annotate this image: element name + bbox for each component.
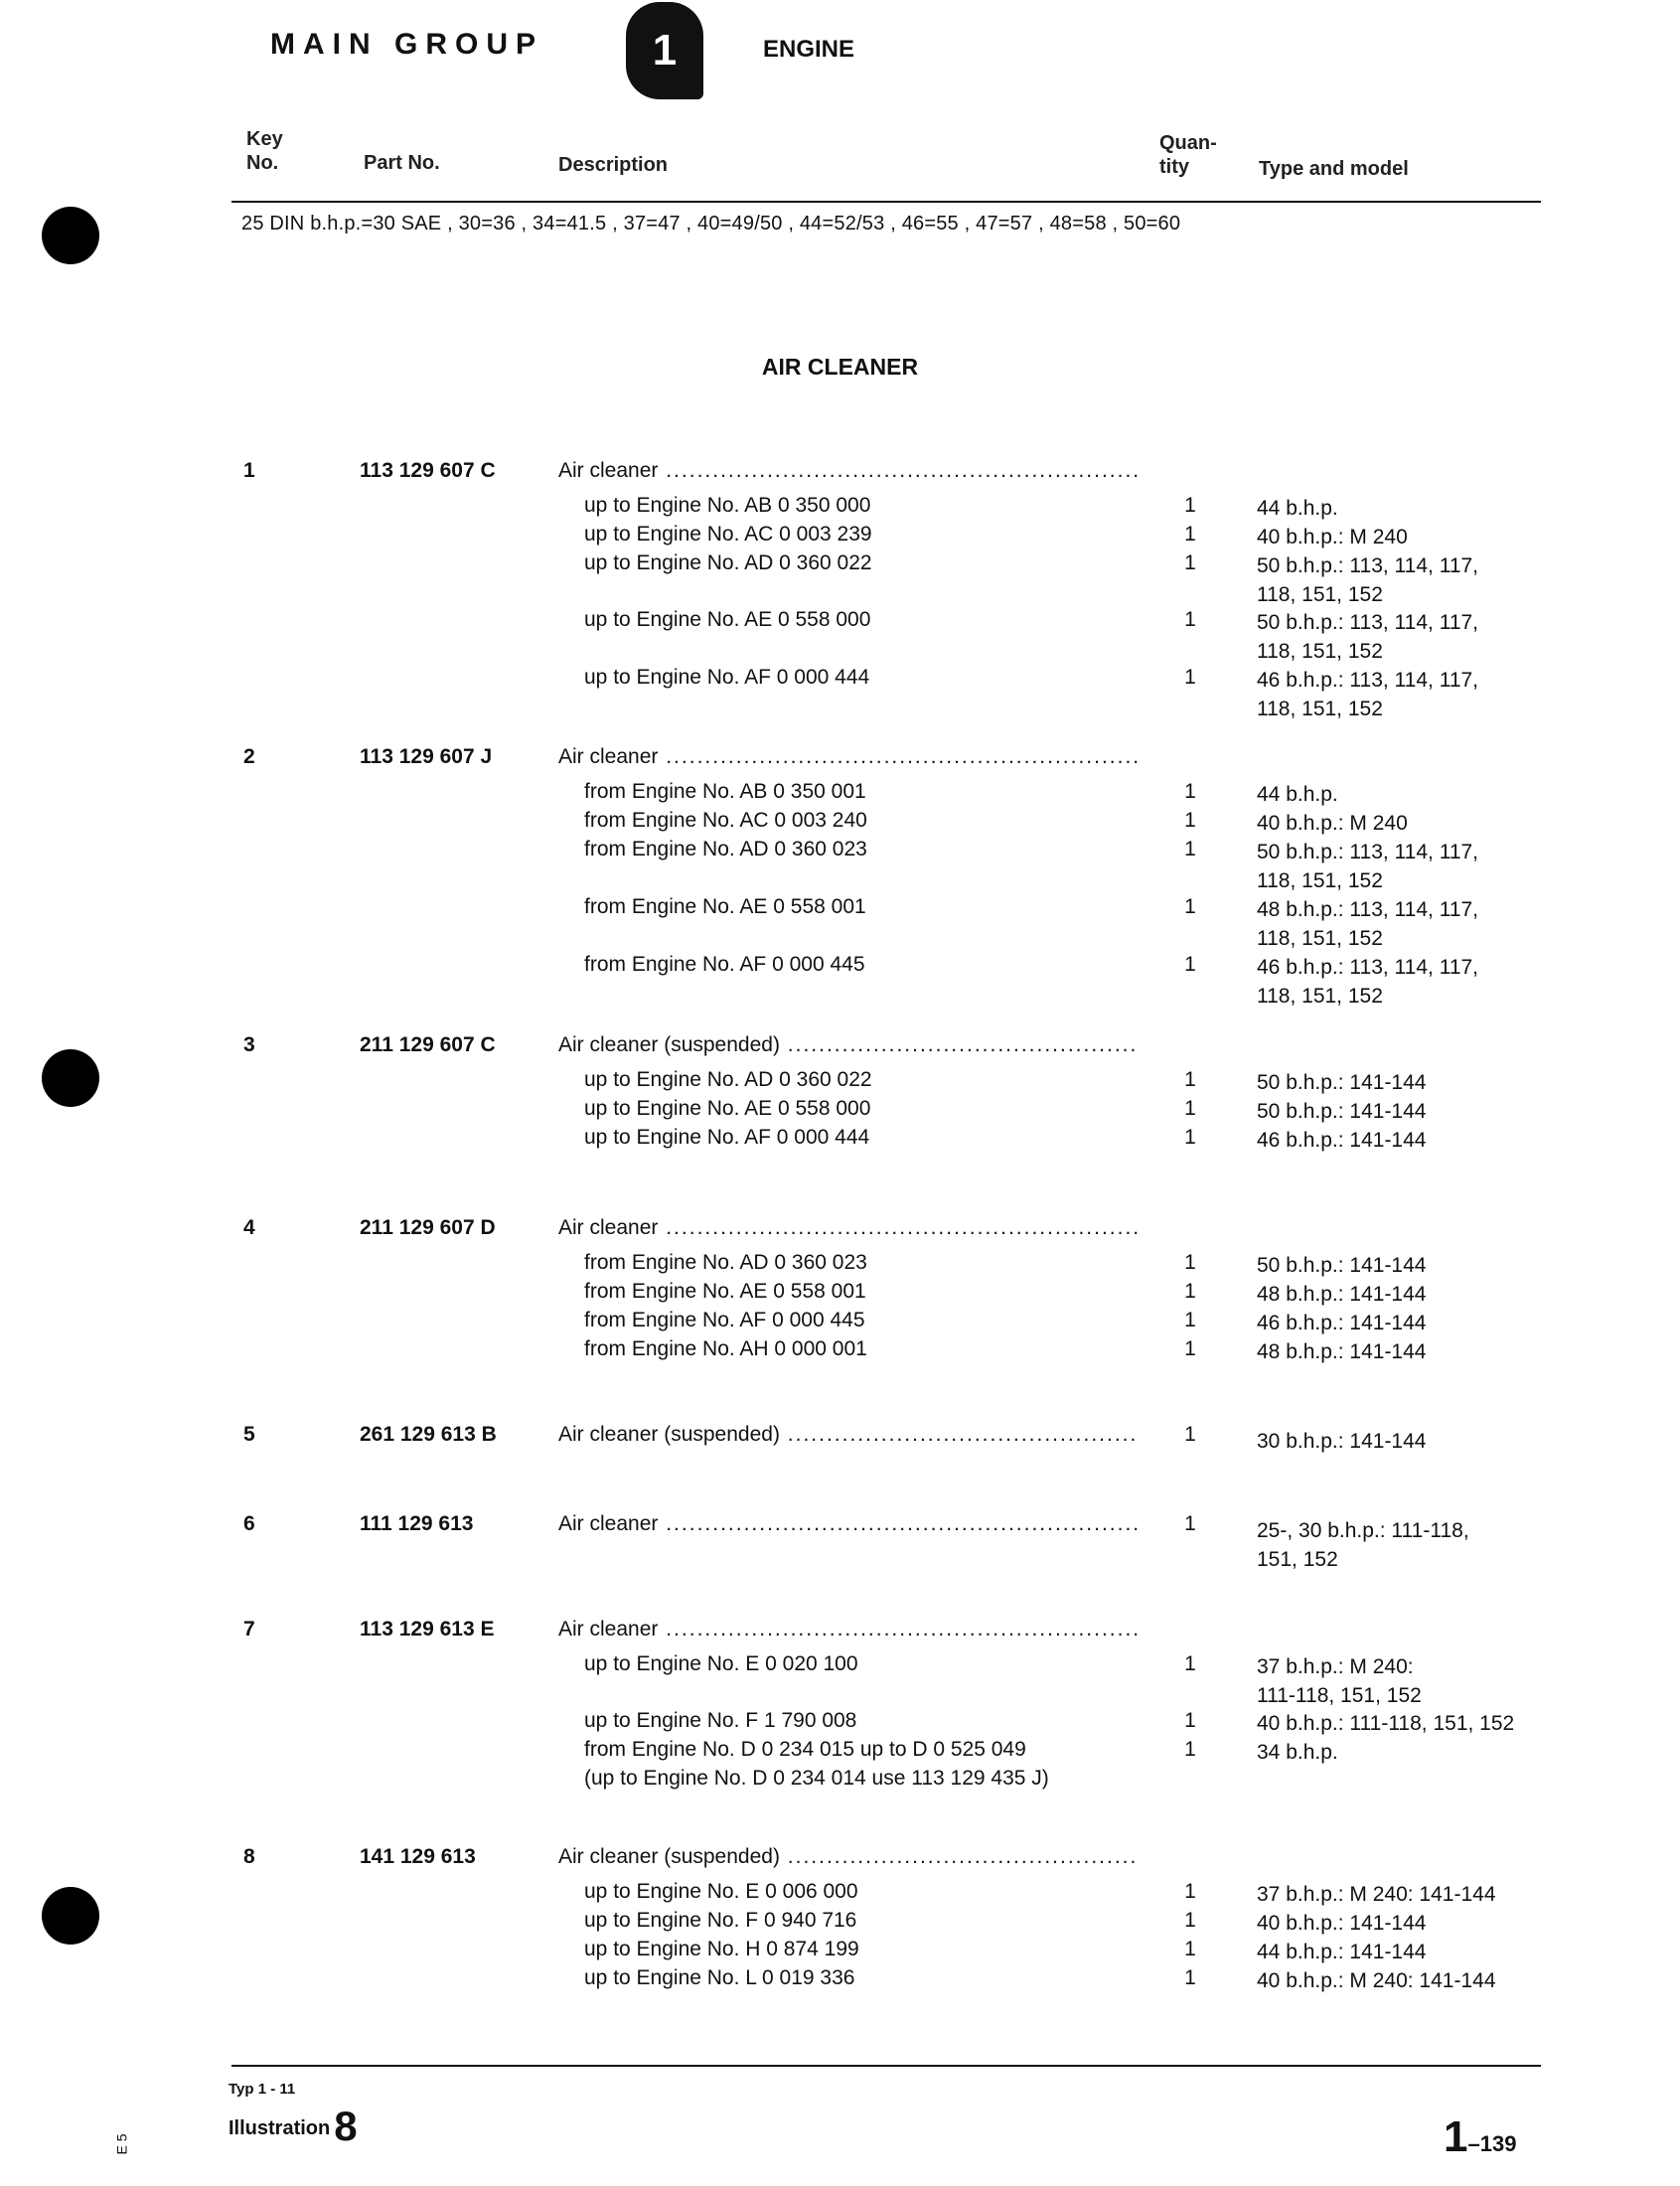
key-number: 6 — [243, 1512, 255, 1535]
engine-range: from Engine No. AD 0 360 023 — [584, 1251, 867, 1274]
type-model-line: 37 b.h.p.: M 240: 141-144 — [1257, 1883, 1496, 1906]
part-description: Air cleaner (suspended) ..... — [558, 1845, 1140, 1869]
col-quantity-line2: tity — [1159, 156, 1189, 178]
type-model-line: 50 b.h.p.: 141-144 — [1257, 1254, 1427, 1277]
sub-row — [0, 1966, 1680, 1995]
type-model-line: 118, 151, 152 — [1257, 985, 1383, 1008]
type-model — [1257, 1337, 1555, 1366]
type-model-line: 50 b.h.p.: 141-144 — [1257, 1100, 1427, 1123]
quantity: 1 — [1184, 1938, 1196, 1960]
type-model — [1257, 523, 1555, 551]
engine-range: from Engine No. AF 0 000 445 — [584, 953, 865, 976]
part-description: Air cleaner (suspended) ..... — [558, 1033, 1140, 1057]
key-number: 3 — [243, 1033, 255, 1056]
engine-range: from Engine No. AF 0 000 445 — [584, 1309, 865, 1331]
type-model — [1257, 1652, 1555, 1710]
type-model — [1257, 1966, 1555, 1995]
engine-range: up to Engine No. F 1 790 008 — [584, 1709, 857, 1732]
part-description: Air cleaner ..... — [558, 1512, 1140, 1536]
sub-row — [0, 1880, 1680, 1909]
quantity: 1 — [1184, 809, 1196, 832]
engine-range: up to Engine No. L 0 019 336 — [584, 1966, 855, 1989]
quantity: 1 — [1184, 1738, 1196, 1761]
key-number: 5 — [243, 1423, 255, 1446]
type-model-line: 44 b.h.p. — [1257, 497, 1338, 520]
sub-row — [0, 666, 1680, 720]
quantity: 1 — [1184, 1126, 1196, 1149]
type-model-line: 118, 151, 152 — [1257, 640, 1383, 663]
type-model-line: 50 b.h.p.: 141-144 — [1257, 1071, 1427, 1094]
engine-range: up to Engine No. AC 0 003 239 — [584, 523, 872, 546]
type-model-line: 50 b.h.p.: 113, 114, 117, — [1257, 841, 1479, 863]
quantity: 1 — [1184, 1512, 1196, 1535]
type-model-line: 118, 151, 152 — [1257, 698, 1383, 720]
type-model — [1257, 1880, 1555, 1909]
type-model-line: 118, 151, 152 — [1257, 927, 1383, 950]
type-model-line: 118, 151, 152 — [1257, 583, 1383, 606]
engine-range: from Engine No. AH 0 000 001 — [584, 1337, 867, 1360]
key-number: 8 — [243, 1845, 255, 1868]
sub-row — [0, 1938, 1680, 1966]
quantity: 1 — [1184, 608, 1196, 631]
engine-range: from Engine No. D 0 234 015 up to D 0 525 049 — [584, 1738, 1026, 1761]
engine-range: from Engine No. AC 0 003 240 — [584, 809, 867, 832]
sub-row — [0, 1280, 1680, 1309]
type-model — [1257, 608, 1555, 666]
sub-row — [0, 494, 1680, 523]
type-model-line: 46 b.h.p.: 141-144 — [1257, 1129, 1427, 1152]
engine-range: up to Engine No. E 0 006 000 — [584, 1880, 858, 1903]
type-model — [1257, 494, 1555, 523]
col-key-no-line2: No. — [246, 152, 279, 174]
type-model — [1257, 1738, 1555, 1767]
type-model-line: 44 b.h.p. — [1257, 783, 1338, 806]
sub-row — [0, 608, 1680, 663]
part-description: Air cleaner ..... — [558, 1618, 1140, 1641]
type-model-line: 25-, 30 b.h.p.: 111-118, — [1257, 1519, 1469, 1542]
quantity: 1 — [1184, 523, 1196, 546]
sub-row — [0, 1652, 1680, 1707]
type-model-line: 40 b.h.p.: M 240 — [1257, 526, 1408, 548]
sub-row — [0, 1738, 1680, 1767]
col-part-no: Part No. — [364, 152, 440, 174]
type-model — [1257, 1909, 1555, 1938]
header-rule — [231, 201, 1541, 203]
sub-row — [0, 551, 1680, 606]
type-model-line: 48 b.h.p.: 113, 114, 117, — [1257, 898, 1479, 921]
quantity: 1 — [1184, 1251, 1196, 1274]
type-model — [1257, 1126, 1555, 1155]
col-key-no — [246, 127, 283, 175]
engine-range: up to Engine No. E 0 020 100 — [584, 1652, 858, 1675]
sub-row — [0, 1337, 1680, 1366]
illustration-number: 8 — [334, 2103, 358, 2149]
sub-row — [0, 895, 1680, 950]
part-number: 141 129 613 — [360, 1845, 476, 1868]
quantity: 1 — [1184, 780, 1196, 803]
sub-row — [0, 1097, 1680, 1126]
punch-hole-top — [42, 207, 99, 264]
quantity: 1 — [1184, 1709, 1196, 1732]
part-description: Air cleaner ..... — [558, 745, 1140, 769]
sub-row — [0, 838, 1680, 892]
key-number: 2 — [243, 745, 255, 768]
part-description: Air cleaner ..... — [558, 1216, 1140, 1240]
page-minor: –139 — [1467, 2131, 1517, 2156]
sub-row — [0, 809, 1680, 838]
type-model-line: 48 b.h.p.: 141-144 — [1257, 1340, 1427, 1363]
quantity: 1 — [1184, 1423, 1196, 1446]
engine-range: up to Engine No. AF 0 000 444 — [584, 666, 870, 689]
part-number: 211 129 607 D — [360, 1216, 496, 1239]
type-model-line: 30 b.h.p.: 141-144 — [1257, 1430, 1427, 1453]
quantity: 1 — [1184, 494, 1196, 517]
engine-range: up to Engine No. AB 0 350 000 — [584, 494, 871, 517]
engine-range: (up to Engine No. D 0 234 014 use 113 129 435 J) — [584, 1767, 1049, 1790]
quantity: 1 — [1184, 1880, 1196, 1903]
type-model-line: 40 b.h.p.: M 240 — [1257, 812, 1408, 835]
col-type-model: Type and model — [1259, 158, 1409, 180]
key-number: 1 — [243, 459, 255, 482]
illustration-ref — [229, 2103, 358, 2150]
engine-range: from Engine No. AB 0 350 001 — [584, 780, 866, 803]
type-model-line: 34 b.h.p. — [1257, 1741, 1338, 1764]
type-model — [1257, 838, 1555, 895]
type-model-line: 46 b.h.p.: 113, 114, 117, — [1257, 669, 1479, 692]
group-name: ENGINE — [763, 36, 855, 63]
part-number: 113 129 613 E — [360, 1618, 495, 1640]
quantity: 1 — [1184, 666, 1196, 689]
quantity: 1 — [1184, 895, 1196, 918]
type-model-line: 40 b.h.p.: 111-118, 151, 152 — [1257, 1712, 1515, 1735]
quantity: 1 — [1184, 838, 1196, 860]
type-model-line: 50 b.h.p.: 113, 114, 117, — [1257, 611, 1479, 634]
sub-row — [0, 780, 1680, 809]
type-model-line: 111-118, 151, 152 — [1257, 1684, 1422, 1707]
sub-row — [0, 1251, 1680, 1280]
type-model — [1257, 1280, 1555, 1309]
quantity: 1 — [1184, 1966, 1196, 1989]
type-model — [1257, 1097, 1555, 1126]
col-quantity-line1: Quan- — [1159, 132, 1217, 154]
engine-range: from Engine No. AD 0 360 023 — [584, 838, 867, 860]
type-label: Typ 1 - 11 — [229, 2081, 296, 2098]
type-model-line: 37 b.h.p.: M 240: — [1257, 1655, 1414, 1678]
type-model — [1257, 1251, 1555, 1280]
quantity: 1 — [1184, 1280, 1196, 1303]
part-description: Air cleaner ..... — [558, 459, 1140, 483]
margin-code: E 5 — [113, 2133, 130, 2155]
quantity: 1 — [1184, 953, 1196, 976]
quantity: 1 — [1184, 1068, 1196, 1091]
sub-row — [0, 523, 1680, 551]
sub-row — [0, 1309, 1680, 1337]
col-key-no-line1: Key — [246, 128, 283, 150]
type-model-line: 151, 152 — [1257, 1548, 1338, 1571]
illustration-label: Illustration — [229, 2117, 331, 2139]
part-number: 113 129 607 C — [360, 459, 496, 482]
type-model-line: 50 b.h.p.: 113, 114, 117, — [1257, 554, 1479, 577]
engine-range: up to Engine No. AE 0 558 000 — [584, 1097, 871, 1120]
footer-rule — [231, 2065, 1541, 2067]
sub-row — [0, 1126, 1680, 1155]
quantity: 1 — [1184, 1309, 1196, 1331]
part-number: 111 129 613 — [360, 1512, 474, 1535]
engine-range: from Engine No. AE 0 558 001 — [584, 895, 866, 918]
sub-row — [0, 1068, 1680, 1097]
quantity: 1 — [1184, 1909, 1196, 1932]
engine-range: up to Engine No. AD 0 360 022 — [584, 551, 872, 574]
type-model — [1257, 1938, 1555, 1966]
quantity: 1 — [1184, 1097, 1196, 1120]
quantity: 1 — [1184, 1337, 1196, 1360]
type-model — [1257, 895, 1555, 953]
type-model — [1257, 1427, 1426, 1456]
type-model-line: 40 b.h.p.: 141-144 — [1257, 1912, 1427, 1935]
engine-range: up to Engine No. AF 0 000 444 — [584, 1126, 870, 1149]
sub-row — [0, 1909, 1680, 1938]
power-equivalents: 25 DIN b.h.p.=30 SAE , 30=36 , 34=41.5 , 37=47 , 40=49/50 , 44=52/53 , 46=55 , 47=57 , 48=58 , 50=60 — [241, 213, 1181, 234]
sub-row — [0, 1709, 1680, 1738]
type-model-line: 44 b.h.p.: 141-144 — [1257, 1941, 1427, 1963]
main-group-title: MAIN GROUP — [270, 28, 543, 61]
group-number-badge: 1 — [626, 2, 703, 99]
type-model — [1257, 551, 1555, 609]
engine-range: up to Engine No. AD 0 360 022 — [584, 1068, 872, 1091]
key-number: 7 — [243, 1618, 255, 1640]
type-model — [1257, 1309, 1555, 1337]
part-number: 261 129 613 B — [360, 1423, 497, 1446]
type-model — [1257, 809, 1555, 838]
col-description: Description — [558, 154, 669, 176]
engine-range: from Engine No. AE 0 558 001 — [584, 1280, 866, 1303]
type-model — [1257, 1068, 1555, 1097]
quantity: 1 — [1184, 1652, 1196, 1675]
type-model-line: 46 b.h.p.: 113, 114, 117, — [1257, 956, 1479, 979]
type-model — [1257, 1709, 1555, 1738]
engine-range: up to Engine No. F 0 940 716 — [584, 1909, 857, 1932]
part-number: 211 129 607 C — [360, 1033, 496, 1056]
type-model — [1257, 780, 1555, 809]
engine-range: up to Engine No. H 0 874 199 — [584, 1938, 859, 1960]
col-quantity — [1159, 131, 1217, 179]
quantity: 1 — [1184, 551, 1196, 574]
sub-row — [0, 1767, 1680, 1796]
type-model — [1257, 1516, 1469, 1574]
part-number: 113 129 607 J — [360, 745, 493, 768]
type-model-line: 46 b.h.p.: 141-144 — [1257, 1312, 1427, 1334]
engine-range: up to Engine No. AE 0 558 000 — [584, 608, 871, 631]
page-major: 1 — [1444, 2112, 1468, 2161]
section-title: AIR CLEANER — [761, 354, 919, 380]
sub-row — [0, 953, 1680, 1008]
type-model — [1257, 953, 1555, 1011]
page-number — [1444, 2112, 1516, 2162]
type-model-line: 40 b.h.p.: M 240: 141-144 — [1257, 1969, 1496, 1992]
key-number: 4 — [243, 1216, 255, 1239]
part-description: Air cleaner (suspended) ..... — [558, 1423, 1140, 1447]
type-model — [1257, 666, 1555, 723]
type-model-line: 118, 151, 152 — [1257, 869, 1383, 892]
type-model-line: 48 b.h.p.: 141-144 — [1257, 1283, 1427, 1306]
